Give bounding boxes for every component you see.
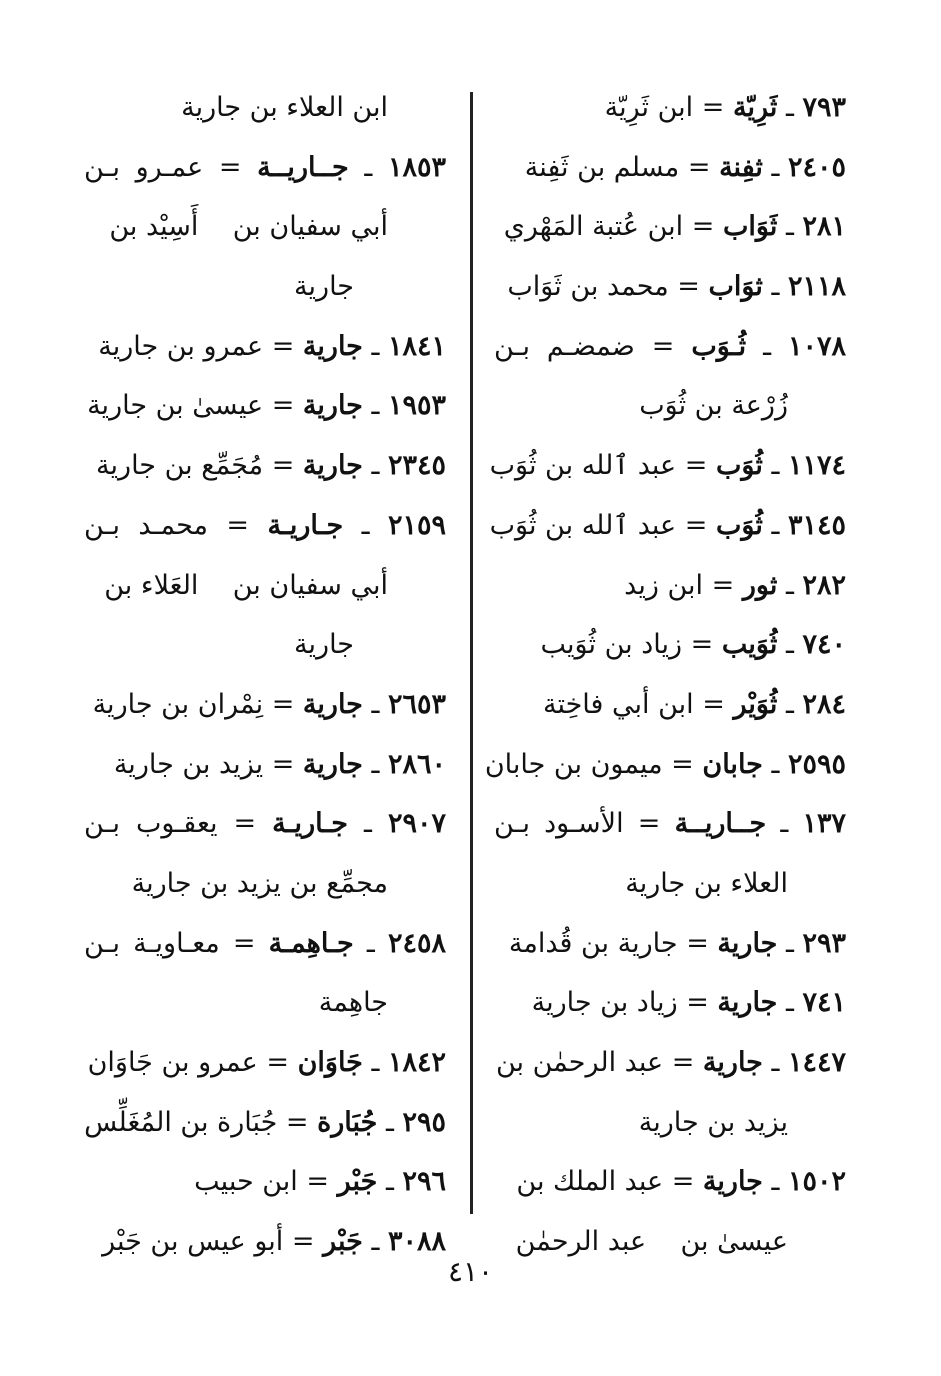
entry-equals: =: [271, 748, 295, 780]
entry-number: ٢٩٠٧: [387, 808, 446, 840]
entry-number: ٢١٥٩: [387, 509, 446, 541]
entry-name: ثُوَب: [715, 509, 763, 541]
entry-dash: ـ: [785, 629, 794, 661]
entry-name: جُبَارة: [317, 1106, 378, 1138]
entry-number: ٢٤٠٥: [787, 151, 846, 183]
entry-value: عمـرو بـن: [84, 151, 204, 183]
entry-dash: ـ: [785, 688, 794, 720]
entry-value: عبد الرحمٰن بن: [495, 1047, 664, 1078]
entry-value: معـاويـة بـن: [84, 927, 220, 959]
entry-name: جابان: [702, 748, 763, 780]
entry-dash: ـ: [771, 450, 780, 482]
column-divider: [470, 92, 473, 1214]
entry-value: أبو عيس بن جَبْر: [102, 1226, 284, 1258]
entry-name: ثَرِيّة: [732, 92, 778, 123]
entry-equals: =: [701, 92, 725, 123]
entry-number: ٢٦٥٣: [387, 688, 446, 720]
entry-number: ٢٩٣: [802, 927, 846, 959]
entry-value: ميمون بن جابان: [484, 748, 663, 780]
entry-number: ٢٩٥: [402, 1106, 446, 1138]
entry-value: نِمْران بن جارية: [92, 688, 264, 720]
index-entry: [489, 496, 846, 556]
index-entry: [84, 376, 446, 436]
entry-name: جارية: [302, 748, 363, 780]
entry-value: ابن ثَرِيّة: [604, 92, 694, 123]
entry-equals: =: [218, 151, 242, 183]
entry-equals: =: [266, 1047, 289, 1078]
index-continuation: [84, 973, 446, 1033]
continuation-text: يزيد بن جارية: [638, 1106, 788, 1138]
index-continuation: [84, 197, 446, 257]
entry-equals: =: [677, 271, 700, 303]
entry-name: جارية: [302, 450, 363, 482]
entry-value: جارية بن قُدامة: [508, 927, 678, 959]
entry-number: ١٠٧٨: [787, 330, 846, 362]
continuation-text: عيسىٰ بن عبد الرحمٰن: [515, 1226, 788, 1258]
entry-dash: ـ: [385, 1166, 394, 1198]
entry-value: محمد بن ثَوَاب: [507, 271, 669, 303]
index-entry: [84, 914, 446, 974]
entry-name: جارية: [302, 390, 363, 422]
entry-equals: =: [271, 688, 295, 720]
entry-name: جـاهِمـة: [268, 927, 354, 959]
entry-name: ثفِنة: [719, 151, 763, 183]
entry-value: محمـد بـن: [84, 509, 208, 541]
entry-value: عمرو بن جارية: [98, 330, 264, 362]
entry-equals: =: [271, 390, 295, 422]
entry-dash: ـ: [771, 1047, 780, 1078]
index-entry: [84, 317, 446, 377]
entry-dash: ـ: [785, 211, 794, 243]
index-entry: [84, 1093, 446, 1153]
entry-number: ٢١١٨: [787, 271, 846, 303]
entry-dash: ـ: [371, 748, 380, 780]
entry-dash: ـ: [371, 1047, 380, 1078]
page-number: ٤١٠: [447, 1255, 494, 1288]
entry-value: عمرو بن جَاوَان: [87, 1047, 258, 1078]
entry-name: جارية: [302, 330, 363, 362]
index-entry: [84, 735, 446, 795]
entry-value: عبد ٱلله بن ثُوَب: [489, 509, 677, 541]
entry-equals: =: [684, 450, 708, 482]
entry-dash: ـ: [371, 330, 380, 362]
index-continuation: [84, 854, 446, 914]
entry-equals: =: [702, 688, 725, 720]
index-entry: [84, 496, 446, 556]
entry-number: ٢٩٦: [402, 1166, 446, 1198]
entry-dash: ـ: [785, 987, 794, 1019]
index-entry: [494, 257, 846, 317]
entry-dash: ـ: [771, 748, 780, 780]
entry-equals: =: [690, 629, 714, 661]
entry-equals: =: [671, 1047, 695, 1078]
index-entry: [494, 138, 846, 198]
index-entry: [494, 1152, 846, 1212]
index-entry: [84, 436, 446, 496]
entry-number: ٢٥٩٥: [787, 748, 846, 780]
entry-dash: ـ: [364, 151, 373, 183]
index-entry: [84, 675, 446, 735]
index-continuation: [494, 376, 846, 436]
index-entry: [489, 436, 846, 496]
entry-number: ١٨٤٢: [387, 1047, 446, 1078]
entry-dash: ـ: [366, 927, 375, 959]
entry-equals: =: [232, 927, 256, 959]
left-column: [84, 78, 446, 1272]
entry-name: جارية: [702, 1047, 763, 1078]
entry-value: ابن أبي فاخِتة: [542, 688, 694, 720]
index-continuation: [84, 257, 446, 317]
entry-equals: =: [291, 1226, 315, 1258]
entry-name: ثُـوَب: [691, 330, 747, 362]
entry-equals: =: [671, 748, 694, 780]
entry-number: ١٨٥٣: [387, 151, 446, 183]
entry-equals: =: [686, 987, 709, 1019]
entry-dash: ـ: [780, 808, 789, 840]
index-continuation: [84, 615, 446, 675]
entry-equals: =: [684, 509, 708, 541]
index-entry: [84, 138, 446, 198]
entry-name: ثور: [742, 569, 778, 601]
index-entry: [494, 615, 846, 675]
entry-number: ٧٤٠: [802, 629, 846, 661]
entry-number: ٧٤١: [802, 987, 846, 1019]
index-continuation: [494, 1093, 846, 1153]
entry-value: ابن حبيب: [194, 1166, 298, 1198]
entry-dash: ـ: [385, 1106, 394, 1138]
entry-dash: ـ: [771, 271, 780, 303]
entry-dash: ـ: [371, 688, 380, 720]
entry-name: ثوَاب: [708, 271, 763, 303]
entry-equals: =: [226, 509, 250, 541]
entry-equals: =: [271, 450, 295, 482]
continuation-text: العلاء بن جارية: [625, 867, 788, 899]
index-entry: [494, 78, 846, 138]
entry-value: عبد ٱلله بن ثُوَب: [489, 450, 677, 482]
entry-dash: ـ: [771, 1166, 780, 1198]
continuation-text: مجمِّع بن يزيد بن جارية: [131, 867, 388, 899]
entry-dash: ـ: [361, 509, 370, 541]
entry-number: ٣٠٨٨: [387, 1226, 446, 1258]
entry-number: ٢٣٤٥: [387, 450, 446, 482]
entry-number: ١١٧٤: [787, 450, 846, 482]
entry-dash: ـ: [785, 569, 794, 601]
entry-value: ابن عُتبة المَهْري: [503, 211, 684, 243]
entry-name: ثُوَب: [715, 450, 763, 482]
entry-name: جـاريـة: [267, 509, 344, 541]
index-entry: [84, 1152, 446, 1212]
entry-name: جارية: [702, 1166, 763, 1198]
entry-equals: =: [233, 808, 257, 840]
entry-value: مسلم بن ثَفِنة: [524, 151, 680, 183]
entry-name: ثَوَاب: [722, 211, 778, 243]
index-entry: [494, 556, 846, 616]
entry-number: ٣١٤٥: [787, 509, 846, 541]
entry-dash: ـ: [763, 330, 772, 362]
entry-number: ٧٩٣: [802, 92, 846, 123]
entry-equals: =: [691, 211, 715, 243]
entry-number: ١٨٤١: [387, 330, 446, 362]
entry-equals: =: [637, 808, 661, 840]
entry-value: ابن زيد: [624, 569, 704, 601]
entry-value: يزيد بن جارية: [113, 748, 264, 780]
index-entry: [84, 1033, 446, 1093]
continuation-text: زُرْعة بن ثُوَب: [639, 390, 788, 422]
continuation-text: جارية: [294, 629, 354, 661]
entry-name: جارية: [302, 688, 363, 720]
entry-value: زياد بن ثُوَيب: [540, 629, 683, 661]
entry-equals: =: [711, 569, 735, 601]
index-entry: [494, 973, 846, 1033]
index-entry: [494, 675, 846, 735]
entry-name: جارية: [717, 927, 778, 959]
entry-dash: ـ: [371, 450, 380, 482]
entry-number: ١٩٥٣: [387, 390, 446, 422]
entry-equals: =: [651, 330, 675, 362]
index-entry: [494, 1033, 846, 1093]
continuation-text: أبي سفيان بن أَسِيْد بن: [109, 211, 388, 243]
entry-dash: ـ: [785, 92, 794, 123]
continuation-text: أبي سفيان بن العَلاء بن: [104, 569, 388, 601]
continuation-text: جارية: [294, 271, 354, 303]
entry-value: ضمضـم بـن: [494, 330, 635, 362]
entry-name: جَاوَان: [297, 1047, 363, 1078]
entry-value: الأسـود بـن: [494, 808, 624, 840]
entry-dash: ـ: [371, 1226, 380, 1258]
entry-number: ١٥٠٢: [787, 1166, 846, 1198]
index-entry: [494, 197, 846, 257]
index-continuation: [84, 78, 446, 138]
entry-number: ٢٨٢: [802, 569, 846, 601]
entry-number: ١٤٤٧: [787, 1047, 846, 1078]
entry-equals: =: [671, 1166, 695, 1198]
entry-dash: ـ: [771, 151, 780, 183]
entry-dash: ـ: [771, 509, 780, 541]
entry-name: ثُوَيب: [721, 629, 778, 661]
entry-value: مُجَمِّع بن جارية: [96, 450, 264, 482]
index-continuation: [84, 556, 446, 616]
continuation-text: ابن العلاء بن جارية: [181, 92, 388, 123]
index-entry: [494, 914, 846, 974]
index-entry: [484, 735, 846, 795]
entry-equals: =: [285, 1106, 309, 1138]
continuation-text: جاهِمة: [318, 987, 388, 1019]
entry-name: جارية: [717, 987, 778, 1019]
entry-number: ٢٨١: [802, 211, 846, 243]
entry-equals: =: [306, 1166, 330, 1198]
index-continuation: [494, 854, 846, 914]
right-column: [484, 78, 846, 1272]
entry-dash: ـ: [363, 808, 372, 840]
entry-number: ١٣٧: [802, 808, 846, 840]
entry-name: جَبْر: [337, 1166, 378, 1198]
index-entry: [494, 794, 846, 854]
entry-name: جــاريــة: [257, 151, 349, 183]
entry-value: عبد الملك بن: [516, 1166, 664, 1198]
index-entry: [494, 317, 846, 377]
entry-name: جَبْر: [323, 1226, 363, 1258]
entry-equals: =: [686, 927, 709, 959]
entry-dash: ـ: [785, 927, 794, 959]
index-entry: [84, 794, 446, 854]
entry-number: ٢٤٥٨: [388, 927, 447, 959]
entry-value: يعقـوب بـن: [84, 808, 218, 840]
entry-value: عيسىٰ بن جارية: [87, 390, 264, 422]
entry-value: زياد بن جارية: [531, 987, 678, 1019]
entry-number: ٢٨٦٠: [387, 748, 446, 780]
entry-dash: ـ: [371, 390, 380, 422]
entry-name: جــاريــة: [674, 808, 767, 840]
entry-name: ثُوَيْر: [733, 688, 778, 720]
entry-equals: =: [271, 330, 295, 362]
entry-value: جُبَارة بن المُغَلِّس: [84, 1106, 278, 1138]
entry-equals: =: [687, 151, 711, 183]
entry-number: ٢٨٤: [802, 688, 846, 720]
entry-name: جـاريـة: [272, 808, 348, 840]
